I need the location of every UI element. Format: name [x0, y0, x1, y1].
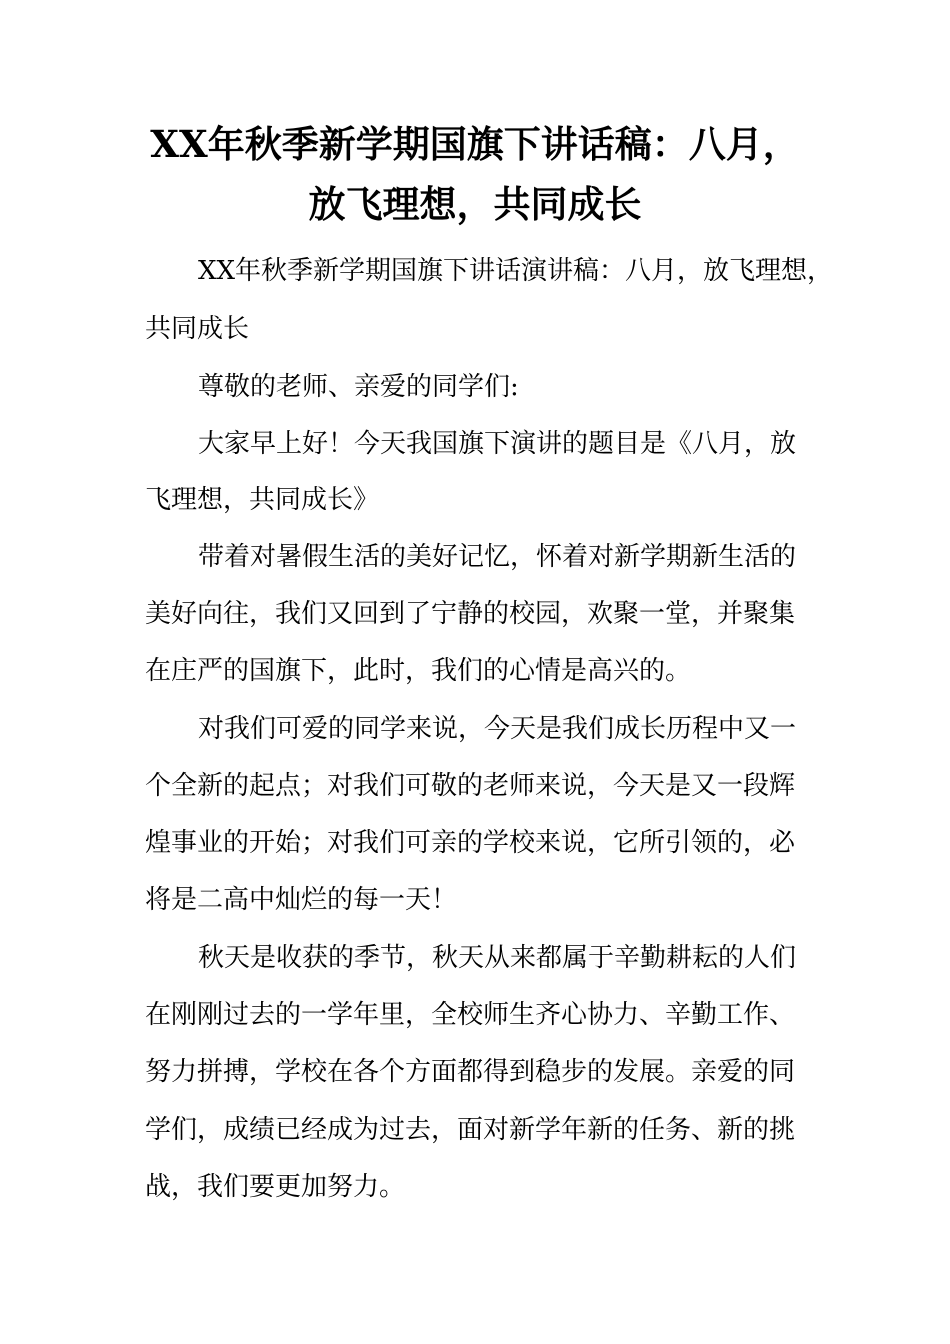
body-line: 学们，成绩已经成为过去，面对新学年新的任务、新的挑	[145, 1115, 796, 1145]
body-line: 煌事业的开始；对我们可亲的学校来说，它所引领的，必	[145, 828, 796, 858]
body-line: 美好向往，我们又回到了宁静的校园，欢聚一堂，并聚集	[145, 599, 796, 629]
body-line: 努力拼搏，学校在各个方面都得到稳步的发展。亲爱的同	[145, 1057, 796, 1087]
document-title-line-1: XX年秋季新学期国旗下讲话稿：八月，	[150, 122, 800, 166]
body-line: 对我们可爱的同学来说，今天是我们成长历程中又一	[198, 714, 797, 744]
body-line: 飞理想，共同成长》	[145, 485, 380, 515]
document-title-line-2: 放飞理想，共同成长	[308, 182, 642, 226]
body-line: 个全新的起点；对我们可敬的老师来说，今天是又一段辉	[145, 771, 796, 801]
body-line: 在刚刚过去的一学年里，全校师生齐心协力、辛勤工作、	[145, 1000, 796, 1030]
body-line: 秋天是收获的季节，秋天从来都属于辛勤耕耘的人们	[198, 943, 797, 973]
body-line: 战，我们要更加努力。	[145, 1172, 406, 1202]
body-line: 大家早上好！今天我国旗下演讲的题目是《八月，放	[198, 429, 797, 459]
body-line: XX年秋季新学期国旗下讲话演讲稿：八月，放飞理想，	[198, 256, 834, 286]
body-line: 共同成长	[145, 314, 250, 344]
body-line: 尊敬的老师、亲爱的同学们:	[198, 372, 519, 402]
body-line: 将是二高中灿烂的每一天！	[145, 885, 458, 915]
body-line: 带着对暑假生活的美好记忆，怀着对新学期新生活的	[198, 542, 797, 572]
body-line: 在庄严的国旗下，此时，我们的心情是高兴的。	[145, 656, 692, 686]
